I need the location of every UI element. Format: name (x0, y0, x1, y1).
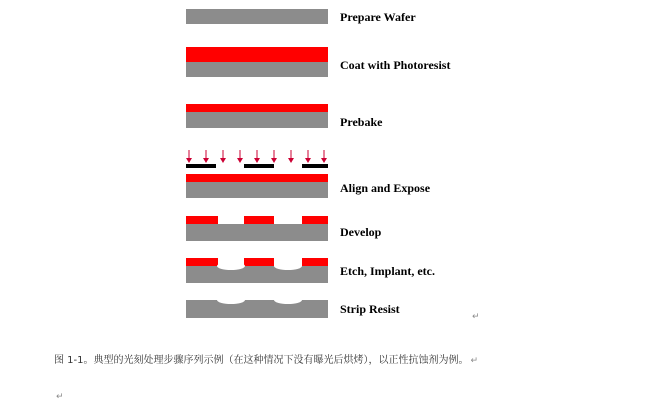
step-label-prepare-wafer: Prepare Wafer (340, 10, 416, 24)
step-label-strip-resist: Strip Resist (340, 302, 400, 316)
arrow-icon (220, 150, 226, 163)
photoresist-segment (302, 216, 328, 224)
etched-pit (217, 296, 245, 304)
arrow-icon (321, 150, 327, 163)
paragraph-mark: ↵ (472, 312, 480, 322)
step-label-etch: Etch, Implant, etc. (340, 264, 435, 278)
mask-segment (186, 164, 216, 168)
step-coat-drawing (186, 47, 328, 77)
step-label-align-expose: Align and Expose (340, 181, 431, 195)
paragraph-mark: ↵ (56, 392, 64, 402)
photoresist-segment (302, 258, 328, 266)
wafer-layer (186, 266, 328, 283)
photoresist-segment (186, 258, 218, 266)
step-label-coat: Coat with Photoresist (340, 58, 451, 72)
figure-caption (54, 351, 478, 366)
arrow-icon (203, 150, 209, 163)
etched-pit (217, 262, 245, 270)
step-etch-drawing (186, 258, 328, 283)
photoresist-layer (186, 174, 328, 182)
photoresist-segment (244, 258, 274, 266)
step-prepare-wafer-drawing (186, 9, 328, 24)
wafer-layer (186, 112, 328, 128)
mask-segment (302, 164, 328, 168)
etched-pit (274, 262, 302, 270)
step-label-prebake: Prebake (340, 115, 383, 129)
arrow-icon (254, 150, 260, 163)
step-develop-drawing (186, 216, 328, 241)
arrow-icon (237, 150, 243, 163)
wafer-layer (186, 300, 328, 318)
arrow-icon (186, 150, 192, 163)
wafer-layer (186, 182, 328, 198)
photoresist-segment (244, 216, 274, 224)
arrow-icon (288, 150, 294, 163)
arrow-icon (271, 150, 277, 163)
step-label-develop: Develop (340, 225, 382, 239)
step-strip-drawing (186, 296, 328, 318)
paragraph-mark: ↵ (470, 356, 479, 366)
wafer-layer (186, 62, 328, 77)
step-align-expose-drawing (186, 150, 328, 198)
mask-segment (244, 164, 274, 168)
photoresist-segment (186, 216, 218, 224)
photoresist-layer (186, 104, 328, 112)
wafer-layer (186, 224, 328, 241)
caption-text: 图 1-1。典型的光刻处理步骤序列示例（在这种情况下没有曝光后烘烤），以正性抗蚀剂为例。 (54, 355, 469, 366)
arrow-icon (305, 150, 311, 163)
etched-pit (274, 296, 302, 304)
photoresist-layer (186, 47, 328, 62)
step-prebake-drawing (186, 104, 328, 128)
exposure-arrows (186, 150, 327, 163)
wafer-layer (186, 9, 328, 24)
